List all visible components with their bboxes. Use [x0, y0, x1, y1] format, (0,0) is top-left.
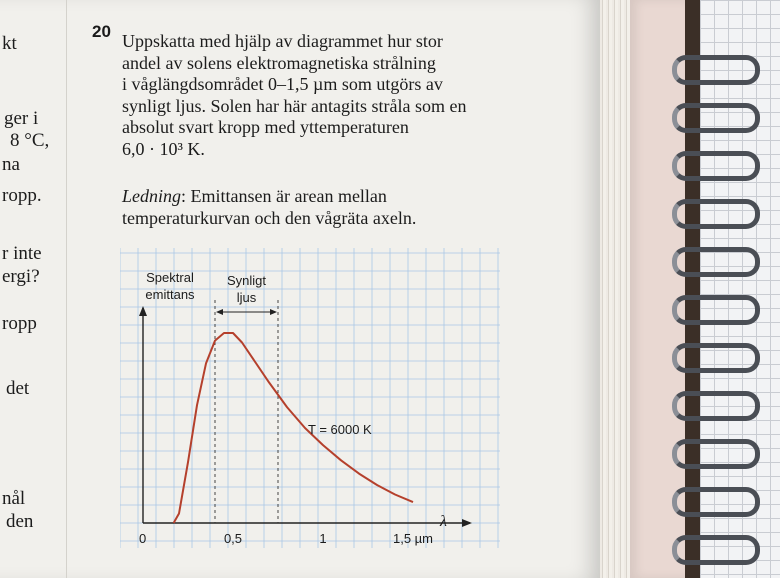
question-line: andel av solens elektromagnetiska strålning [122, 52, 436, 73]
fragment-text: den [6, 511, 34, 532]
spiral-ring [672, 103, 760, 133]
question-line: Uppskatta med hjälp av diagrammet hur stor [122, 31, 443, 51]
y-axis-arrow [139, 306, 147, 316]
fragment-text: r inte [2, 243, 42, 264]
hint-line: temperaturkurvan och den vågräta axeln. [122, 207, 417, 228]
spectrum-curve [174, 333, 413, 523]
fragment-text: na [2, 154, 20, 175]
fragment-text: ropp [2, 313, 37, 334]
hint-line [122, 186, 416, 208]
left-column-fragments [0, 0, 66, 578]
spiral-ring [672, 55, 760, 85]
x-tick-label: 1 [319, 531, 327, 546]
question-line: 6,0 · 10³ K. [122, 138, 205, 159]
question-line: i våglängdsområdet 0–1,5 µm som utgörs av [122, 74, 443, 94]
fragment-text: ger i [4, 108, 39, 129]
y-axis-label: emittans [145, 287, 195, 302]
question-line: absolut svart kropp med yttemperaturen [122, 117, 409, 137]
visible-light-label: Synligt [226, 273, 267, 288]
spiral-ring [672, 391, 760, 421]
x-tick-label: 1,5 µm [392, 531, 434, 546]
fragment-text: nål [2, 488, 26, 509]
spiral-ring [672, 535, 760, 565]
y-axis-label: Spektral [146, 270, 194, 285]
hint-text [122, 186, 416, 229]
fragment-text: ropp. [2, 185, 42, 206]
fragment-text: 8 °C, [10, 130, 50, 151]
question-text [122, 31, 522, 160]
hint-label: Ledning [122, 186, 182, 206]
x-axis-label: λ [440, 513, 447, 530]
hint-line-rest: : Emittansen är arean mellan [181, 186, 387, 206]
question-line: synligt ljus. Solen har här antagits stråla som en [122, 95, 467, 116]
spiral-ring [672, 151, 760, 181]
question-number: 20 [92, 22, 111, 41]
curve-label: T = 6000 K [308, 422, 372, 437]
x-tick-label: 0,5 [223, 531, 243, 546]
x-tick-label: 0 [139, 531, 147, 546]
spiral-ring [672, 247, 760, 277]
fragment-text: ergi? [2, 266, 40, 287]
spiral-ring [672, 199, 760, 229]
visible-range-arrowhead [216, 309, 223, 315]
visible-range-arrowhead [270, 309, 277, 315]
spiral-ring [672, 295, 760, 325]
spiral-ring [672, 487, 760, 517]
fragment-text: det [6, 378, 30, 399]
spiral-ring [672, 343, 760, 373]
planck-spectrum-chart [120, 248, 500, 568]
visible-light-label: ljus [236, 290, 257, 305]
column-divider [66, 0, 67, 578]
x-axis-arrow [462, 519, 472, 527]
spiral-ring [672, 439, 760, 469]
fragment-text: kt [2, 33, 17, 54]
